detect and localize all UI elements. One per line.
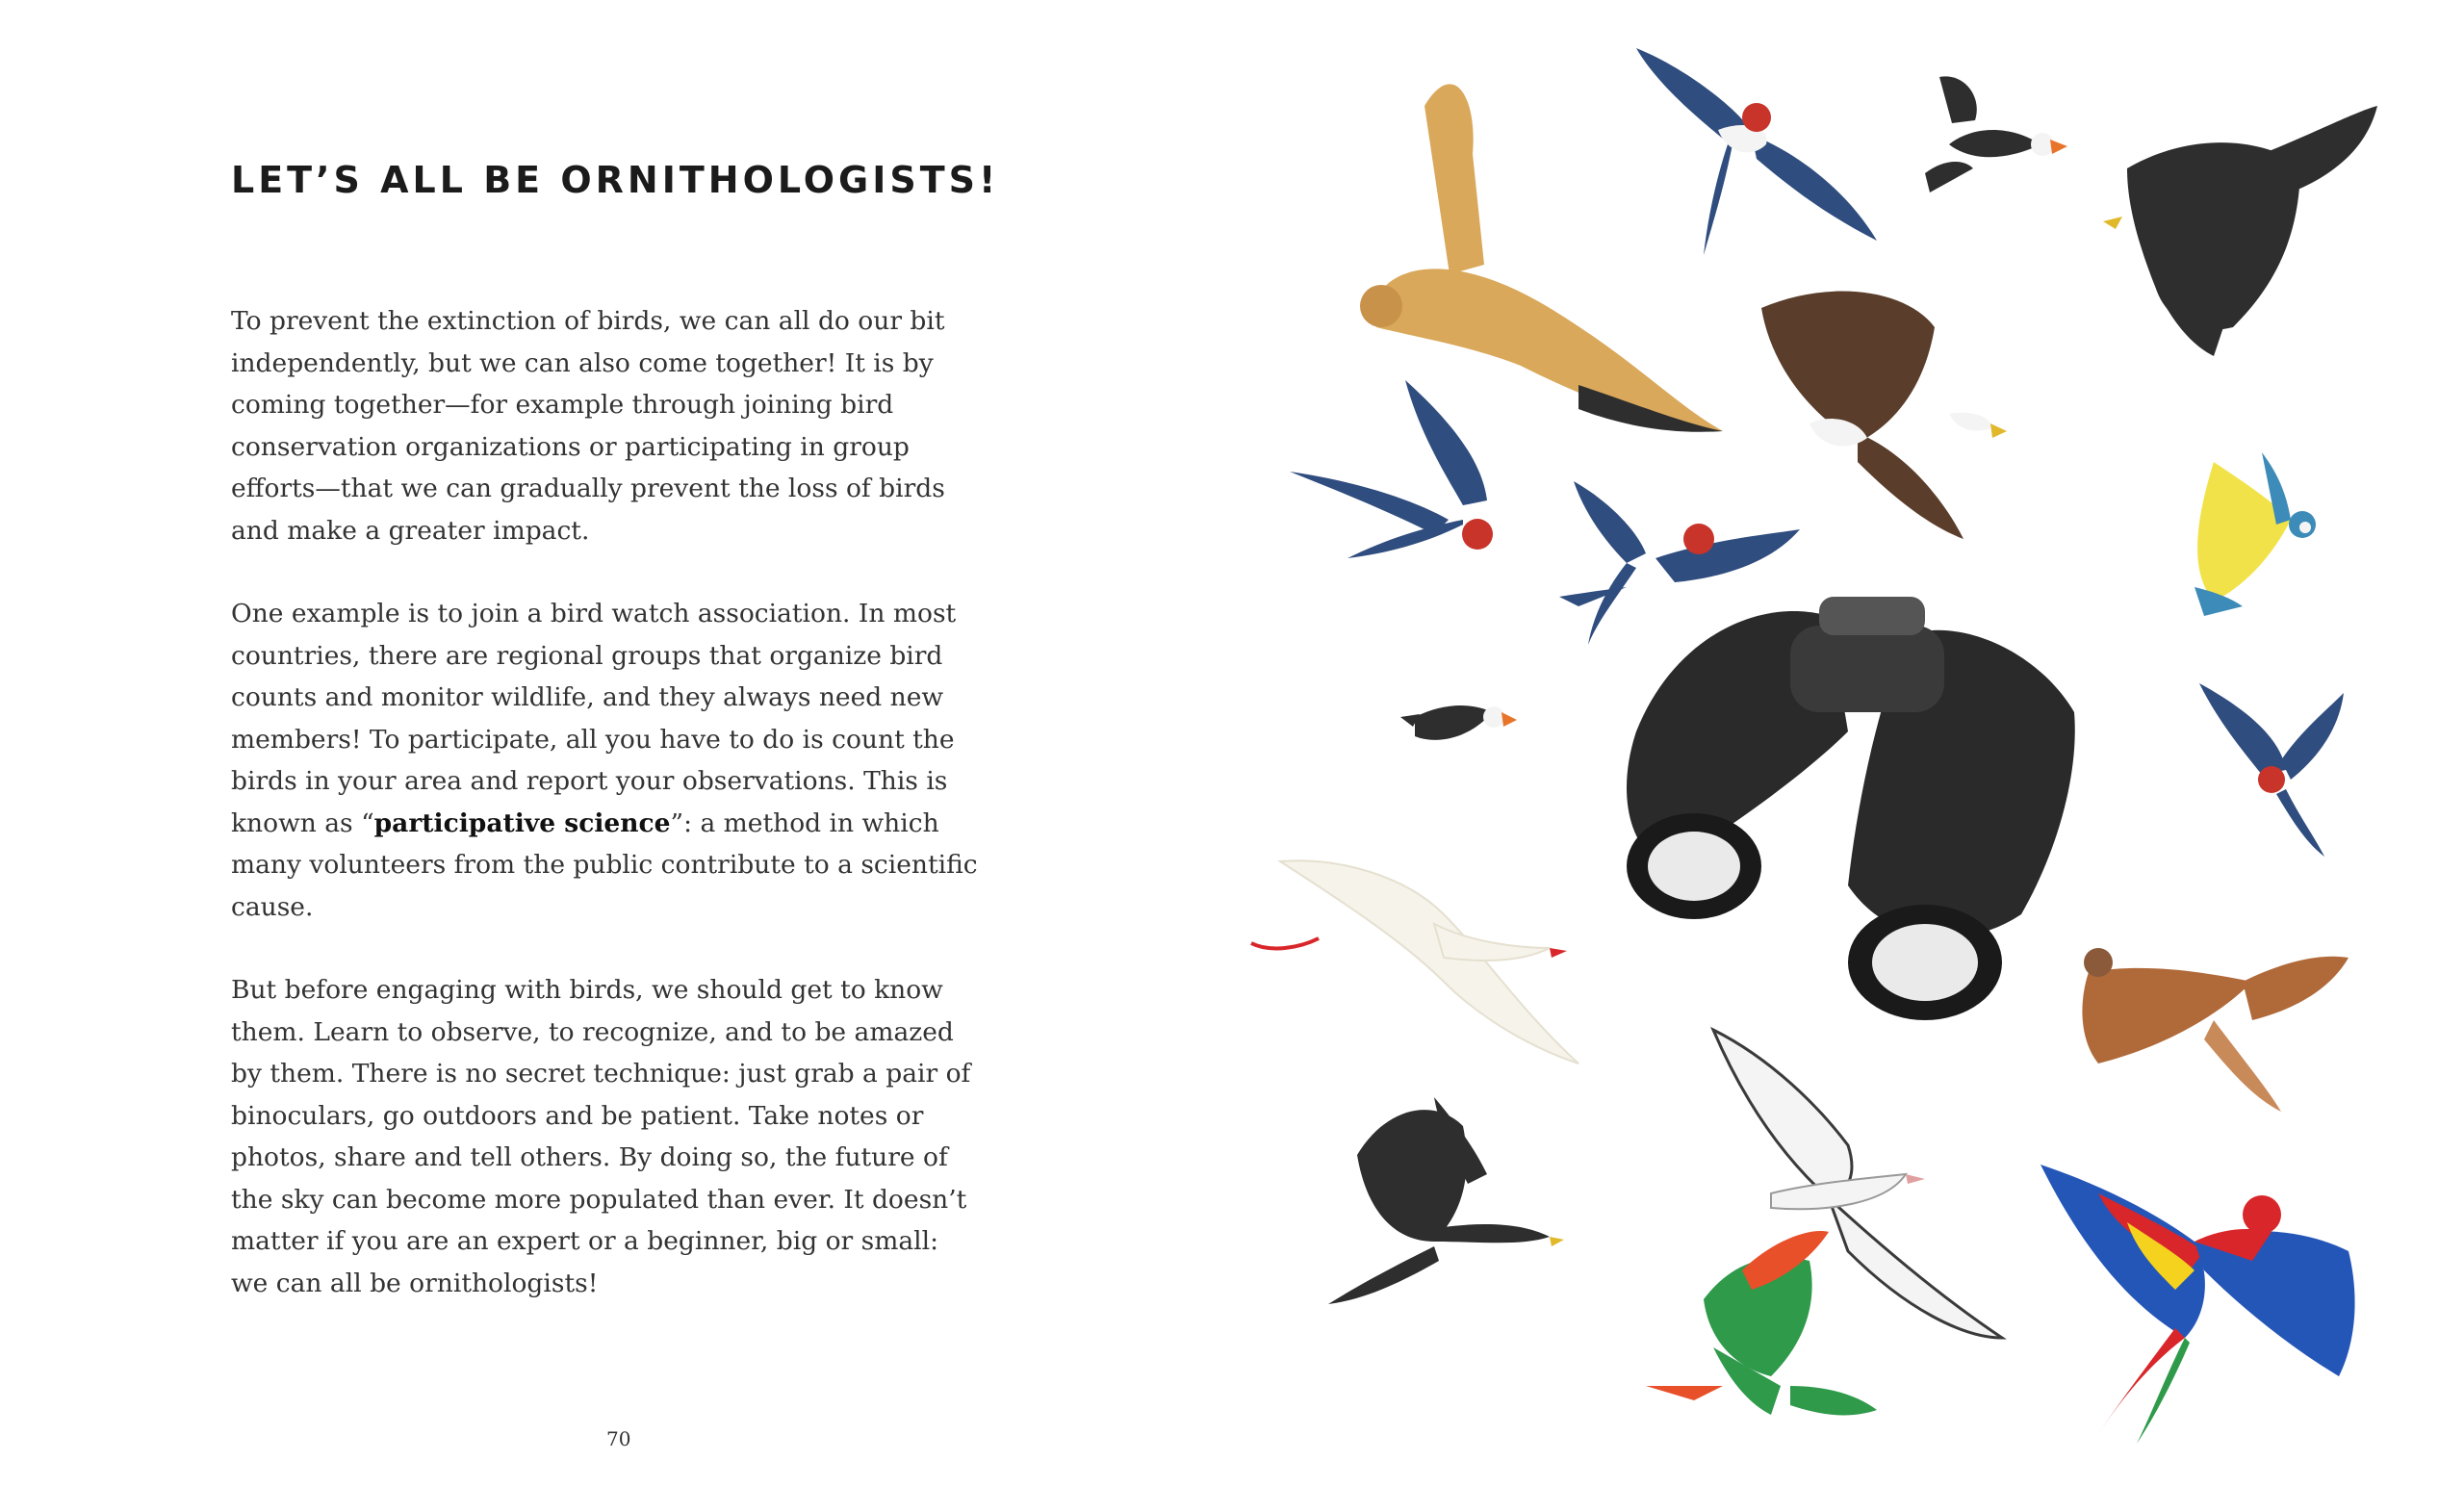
blue-tit bbox=[2194, 452, 2316, 616]
puffin-top bbox=[1925, 76, 2067, 192]
scarlet-macaw bbox=[2040, 1165, 2355, 1444]
green-parrot-bird bbox=[1646, 1231, 1877, 1415]
puffin-middle bbox=[1400, 705, 1517, 740]
sandgrouse-head bbox=[1360, 285, 1402, 327]
paragraph-2-start: One example is to join a bird watch association. In most countries, there are regional groups that organize bird counts and monitor wildlife, and they always need new members! To participate, all you have to do is count the birds in your area and report your observations. This is known as “ bbox=[231, 599, 957, 838]
page-title: LET’S ALL BE ORNITHOLOGISTS! bbox=[231, 159, 1000, 201]
tropicbird bbox=[1251, 860, 1578, 1064]
sandgrouse-wing bbox=[1424, 84, 1484, 274]
page-number: 70 bbox=[606, 1427, 631, 1450]
paragraph-2 bbox=[231, 593, 982, 928]
swallow-top bbox=[1636, 48, 1877, 255]
body-text bbox=[231, 300, 982, 1345]
participative-science-term: participative science bbox=[373, 807, 671, 838]
blackbird-top-right bbox=[2103, 106, 2377, 356]
birds-and-binoculars-illustration bbox=[1232, 0, 2464, 1512]
right-page bbox=[1232, 0, 2464, 1512]
red-tailed-hawk bbox=[2082, 948, 2348, 1112]
bald-eagle bbox=[1761, 292, 2007, 539]
paragraph-1: To prevent the extinction of birds, we can all do our bit independently, but we can also come together! It is by coming together—for example through joining bird conservation organizations or participating in group efforts—that we can gradually prevent the loss of birds and make a greater impact. bbox=[231, 306, 945, 546]
sandgrouse-bird bbox=[1360, 84, 1723, 431]
binoculars bbox=[1627, 597, 2075, 1020]
swallow-right bbox=[2199, 683, 2344, 857]
swallow-left bbox=[1290, 380, 1493, 558]
paragraph-2-end: ”: a method in which many volunteers from the public contribute to a scientific cause. bbox=[231, 807, 978, 922]
paragraph-3: But before engaging with birds, we should get to know them. Learn to observe, to recognize, and to be amazed by them. There is no secret technique: just grab a pair of binoculars, go outdoors and be patient. Take notes or photos, share and tell others. By doing so, the future of the sky can become more populated than ever. It doesn’t matter if you are an expert or a beginner, big or small: we can all be ornithologists! bbox=[231, 975, 971, 1298]
blackbird-bottom-left bbox=[1328, 1097, 1564, 1304]
